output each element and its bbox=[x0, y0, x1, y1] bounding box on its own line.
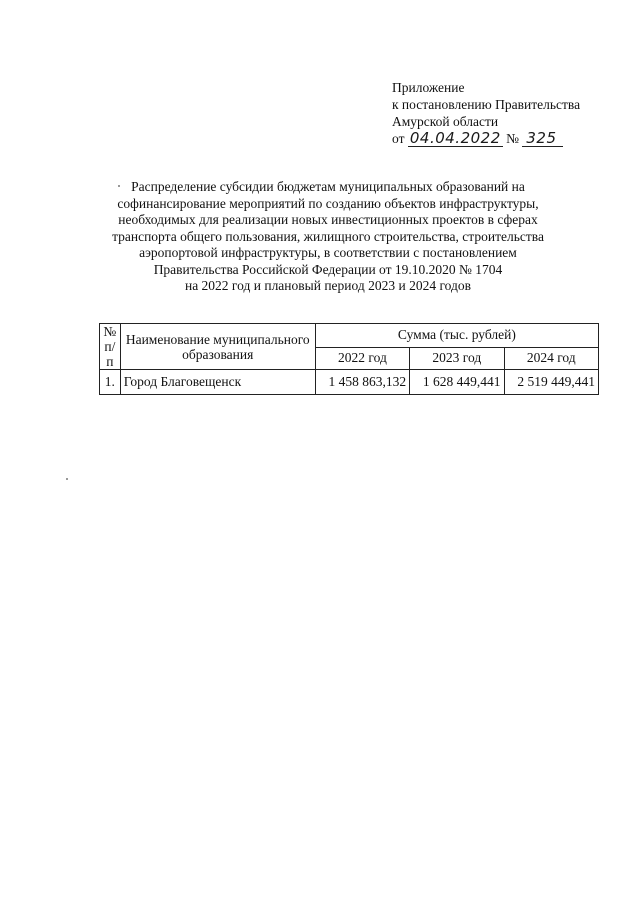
header-name: Наименование муниципального образования bbox=[120, 324, 315, 370]
handwritten-number: 325 bbox=[522, 131, 562, 147]
from-label: от bbox=[392, 131, 405, 146]
subsidy-table bbox=[99, 323, 599, 395]
title-line: транспорта общего пользования, жилищного строительства, строительства bbox=[112, 228, 544, 244]
appendix-date-number bbox=[392, 130, 580, 147]
title-line: аэропортовой инфраструктуры, в соответствии с постановлением bbox=[139, 245, 517, 260]
scan-speck bbox=[66, 478, 68, 480]
header-sum: Сумма (тыс. рублей) bbox=[315, 324, 598, 348]
header-num: № п/п bbox=[100, 324, 121, 370]
header-year-2023: 2023 год bbox=[410, 347, 504, 369]
row-value-2023: 1 628 449,441 bbox=[410, 370, 504, 395]
title-line: Правительства Российской Федерации от 19.10.2020 № 1704 bbox=[153, 261, 503, 277]
title-line: необходимых для реализации новых инвестиционных проектов в сферах bbox=[118, 212, 538, 227]
header-year-2022: 2022 год bbox=[315, 347, 409, 369]
title-line: софинансирование мероприятий по созданию объектов инфраструктуры, bbox=[117, 195, 539, 211]
row-municipality: Город Благовещенск bbox=[120, 370, 315, 395]
appendix-title: Приложение bbox=[392, 80, 465, 95]
row-value-2024: 2 519 449,441 bbox=[504, 370, 598, 395]
document-title bbox=[98, 179, 558, 295]
appendix-reference: к постановлению Правительства bbox=[392, 97, 581, 112]
table-row bbox=[100, 370, 599, 395]
scan-speck bbox=[118, 185, 120, 187]
table-header-row bbox=[100, 324, 599, 348]
row-value-2022: 1 458 863,132 bbox=[315, 370, 409, 395]
appendix-block bbox=[392, 79, 580, 147]
header-year-2024: 2024 год bbox=[504, 347, 598, 369]
title-line: на 2022 год и плановый период 2023 и 2024 годов bbox=[184, 278, 472, 293]
title-line: Распределение субсидии бюджетам муниципальных образований на bbox=[131, 179, 525, 194]
number-label: № bbox=[506, 131, 520, 146]
row-num: 1. bbox=[100, 370, 121, 395]
appendix-region: Амурской области bbox=[392, 114, 499, 129]
handwritten-date: 04.04.2022 bbox=[409, 129, 501, 147]
